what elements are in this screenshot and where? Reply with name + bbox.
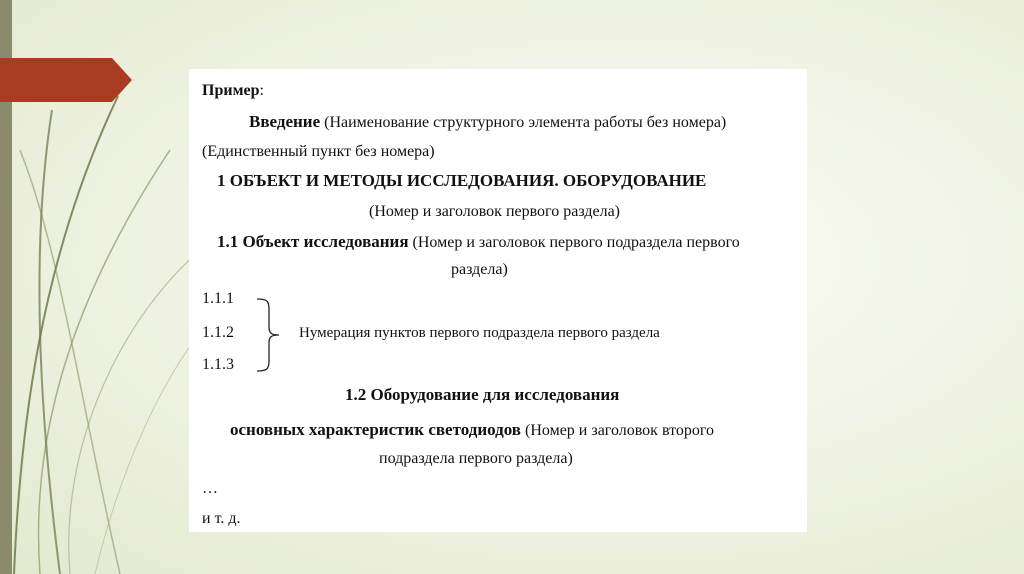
subsection-1-2-title: 1.2 Оборудование для исследования xyxy=(345,385,620,404)
items-note: Нумерация пунктов первого подраздела первого раздела xyxy=(299,325,660,341)
subsection-1-2-note-cont: подраздела первого раздела) xyxy=(379,450,573,467)
intro-note: (Наименование структурного элемента работы без номера) xyxy=(324,114,727,131)
example-colon: : xyxy=(259,82,264,99)
ellipsis: … xyxy=(202,480,218,497)
section1-note: (Номер и заголовок первого раздела) xyxy=(369,203,621,220)
subsection-1-1-line xyxy=(217,232,740,253)
item-1-1-2: 1.1.2 xyxy=(202,324,234,341)
subsection-1-1-note-cont: раздела) xyxy=(451,261,508,278)
single-item-note: (Единственный пункт без номера) xyxy=(202,143,435,160)
example-heading xyxy=(202,81,264,101)
section1-title: 1 ОБЪЕКТ И МЕТОДЫ ИССЛЕДОВАНИЯ. ОБОРУДОВАНИЕ xyxy=(217,171,707,190)
item-1-1-3: 1.1.3 xyxy=(202,356,234,373)
example-label: Пример xyxy=(202,82,260,99)
intro-title: Введение xyxy=(249,112,321,131)
subsection-1-1-note: (Номер и заголовок первого подраздела первого xyxy=(412,234,740,251)
subsection-1-2-line xyxy=(230,420,714,441)
curly-brace-icon xyxy=(255,297,285,373)
item-1-1-1: 1.1.1 xyxy=(202,290,234,307)
etc-text: и т. д. xyxy=(202,510,241,527)
subsection-1-2-title-cont: основных характеристик светодиодов xyxy=(230,420,521,439)
title-arrow-tab xyxy=(0,58,132,102)
subsection-1-1-title: 1.1 Объект исследования xyxy=(217,232,409,251)
document-page xyxy=(189,69,807,532)
subsection-1-2-note: (Номер и заголовок второго xyxy=(525,422,715,439)
intro-line xyxy=(249,112,726,133)
